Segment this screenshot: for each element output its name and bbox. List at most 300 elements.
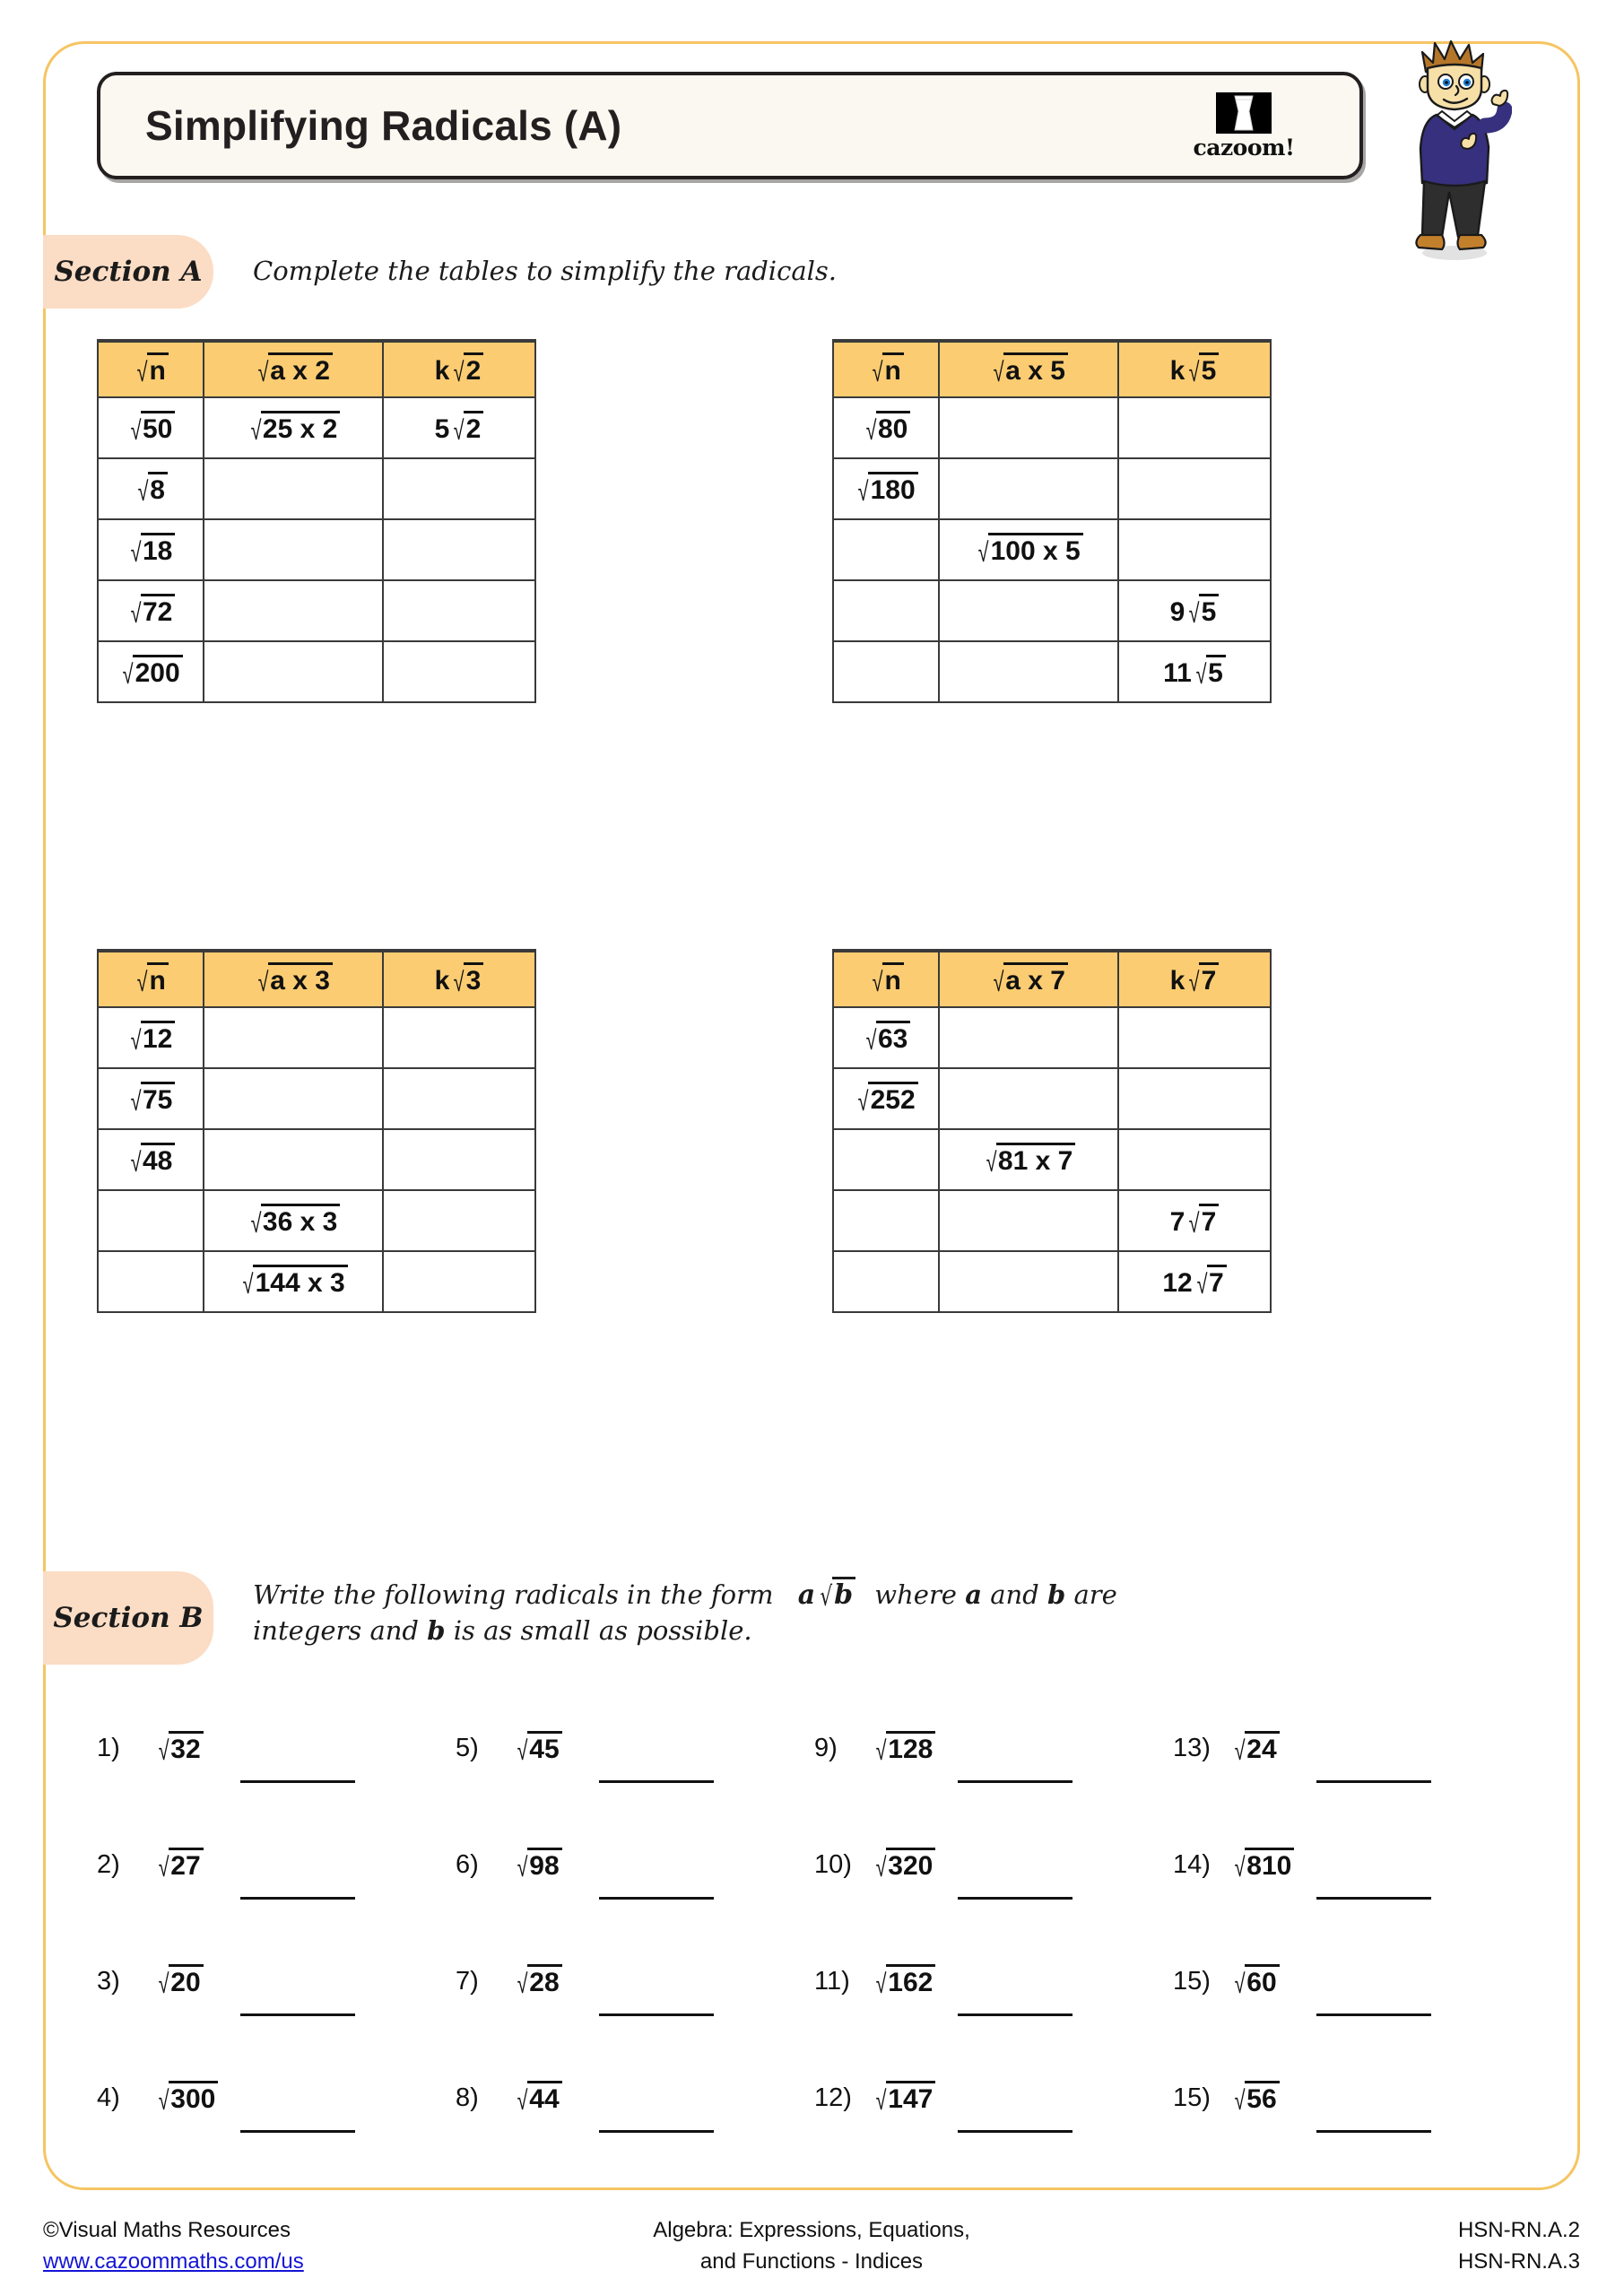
table-root7-r2-c2[interactable] <box>939 1068 1118 1129</box>
question-radical-8-radical-sign: √ <box>517 2085 528 2116</box>
table-root3-r3-c1-radical-radical-sign: √ <box>130 1147 142 1178</box>
table-root2-r5-c1-radical-radical-sign: √ <box>122 659 134 690</box>
table-root7-r4-c3-radical-radical-sign: √ <box>1188 1208 1200 1239</box>
table-root7-r1-c2[interactable] <box>939 1007 1118 1068</box>
table-row <box>833 1129 1271 1190</box>
table-row <box>833 580 1271 641</box>
footer-standards <box>1073 2215 1580 2278</box>
table-root2-r3-c1[interactable] <box>98 519 204 580</box>
question-radical-8-radicand: 44 <box>527 2081 562 2113</box>
instr-var-a: a <box>965 1579 982 1610</box>
table-root2-r1-c1-radical-radical-sign: √ <box>130 415 142 446</box>
table-root7-r5-c3-radical-radical-sign: √ <box>1196 1269 1208 1300</box>
question-item-7 <box>456 1923 814 2039</box>
table-root3-r1-c1-radical-radicand: 12 <box>141 1021 176 1053</box>
table-row <box>98 519 535 580</box>
table-row <box>833 458 1271 519</box>
table-root5-r5-c1[interactable] <box>833 641 939 702</box>
table-row <box>833 641 1271 702</box>
table-root5-r1-c1-radical-radical-sign: √ <box>865 415 877 446</box>
table-row <box>98 458 535 519</box>
table-root2-r5-c2[interactable] <box>204 641 383 702</box>
table-root2 <box>97 339 536 703</box>
table-root5-r5-c3[interactable] <box>1118 641 1271 702</box>
section-a-badge: Section A <box>43 235 213 309</box>
table-root2-r1-c3-radical-radical-sign: √ <box>453 415 465 446</box>
table-root3-r2-c3[interactable] <box>383 1068 535 1129</box>
section-b-banner <box>43 1571 1388 1665</box>
question-radical-9 <box>872 1731 935 1766</box>
question-radical-5-radical-sign: √ <box>517 1735 528 1766</box>
question-item-14 <box>1173 1806 1532 1923</box>
table-root5-r3-c2-radical <box>974 533 1082 568</box>
table-row <box>833 1251 1271 1312</box>
table-root5-header-2-radical-radical-sign: √ <box>993 357 1004 387</box>
table-root7-header-3-radical-coefficient: k <box>1169 966 1185 996</box>
table-root3-r1-c3[interactable] <box>383 1007 535 1068</box>
question-number: 8) <box>456 2083 479 2112</box>
table-root3-header-3-radical-radical-sign: √ <box>453 967 465 997</box>
table-root3-r3-c3[interactable] <box>383 1129 535 1190</box>
question-radical-13-radical-sign: √ <box>1234 1735 1246 1766</box>
table-root7-r1-c1-radical-radicand: 63 <box>876 1021 911 1053</box>
question-item-11 <box>814 1923 1173 2039</box>
footer-standard-1: HSN-RN.A.2 <box>1457 2218 1580 2242</box>
mascot-boy-illustration <box>1395 32 1512 265</box>
answer-blank-line[interactable] <box>599 2130 714 2133</box>
table-root2-r2-c1-radical-radicand: 8 <box>148 472 168 504</box>
question-radical-15 <box>1230 1964 1280 1999</box>
table-root3-header-3-radical-coefficient: k <box>434 966 450 996</box>
table-root7-r5-c3-radical-coefficient: 12 <box>1162 1268 1193 1298</box>
answer-blank-line[interactable] <box>1316 1780 1431 1783</box>
table-root2-r1-c1-radical <box>126 411 176 446</box>
table-header-row <box>833 341 1271 397</box>
instr-var-b: b <box>1046 1579 1066 1610</box>
table-root2-header-1-radical-radical-sign: √ <box>136 357 148 387</box>
cazoom-wordmark: cazoom! <box>1193 135 1295 161</box>
question-item-9 <box>814 1690 1173 1806</box>
question-radical-3-radicand: 20 <box>169 1964 204 1996</box>
table-root7-r2-c1-radical-radicand: 252 <box>868 1082 917 1114</box>
table-root3-r1-c1-radical-radical-sign: √ <box>130 1025 142 1056</box>
table-root2-r5-c1-radical-radicand: 200 <box>133 655 182 687</box>
table-root2-r4-c1-radical-radicand: 72 <box>141 594 176 626</box>
table-root2-header-2-radical <box>254 352 333 385</box>
table-root2-header-3-radical-coefficient: k <box>434 356 450 386</box>
footer-subject-line1: Algebra: Expressions, Equations, <box>653 2218 970 2242</box>
table-root7-header-2 <box>939 951 1118 1007</box>
table-root3 <box>97 949 536 1313</box>
table-root7-r3-c2-radical-radical-sign: √ <box>986 1147 997 1178</box>
table-root7-header-2-radical <box>989 962 1068 995</box>
question-radical-3-radical-sign: √ <box>158 1969 169 1999</box>
table-root5-header-2-radical <box>989 352 1068 385</box>
table-root7-r5-c2[interactable] <box>939 1251 1118 1312</box>
answer-blank-line[interactable] <box>240 2013 355 2016</box>
table-root2-r4-c2[interactable] <box>204 580 383 641</box>
table-root3-r1-c1[interactable] <box>98 1007 204 1068</box>
table-root7 <box>832 949 1272 1313</box>
question-radical-11-radical-sign: √ <box>875 1969 887 1999</box>
instr-text-and: and <box>981 1579 1047 1610</box>
table-root7-r4-c3[interactable] <box>1118 1190 1271 1251</box>
table-root2-r3-c1-radical-radical-sign: √ <box>130 537 142 568</box>
question-radical-4 <box>154 2081 218 2116</box>
footer-website-link[interactable]: www.cazoommaths.com/us <box>43 2248 304 2274</box>
table-root2-r1-c3[interactable] <box>383 397 535 458</box>
table-root2-header-1 <box>98 341 204 397</box>
table-root3-header-1-radical-radicand: n <box>147 962 169 995</box>
table-root3-r3-c1[interactable] <box>98 1129 204 1190</box>
table-root7-r4-c3-radical-coefficient: 7 <box>1169 1207 1185 1237</box>
question-radical-11-radicand: 162 <box>886 1964 935 1996</box>
question-number: 14) <box>1173 1849 1211 1879</box>
table-row <box>98 1129 535 1190</box>
table-row <box>833 397 1271 458</box>
table-root2-r4-c1-radical-radical-sign: √ <box>130 598 142 629</box>
question-radical-1-radical-sign: √ <box>158 1735 169 1766</box>
table-root2-r2-c1-radical <box>134 472 168 507</box>
table-root3-r4-c2-radical-radical-sign: √ <box>250 1208 262 1239</box>
table-root2-r5-c1-radical <box>118 655 182 690</box>
question-radical-11 <box>872 1964 935 1999</box>
answer-blank-line[interactable] <box>240 1780 355 1783</box>
table-root3-r5-c1[interactable] <box>98 1251 204 1312</box>
question-radical-10-radical-sign: √ <box>875 1852 887 1883</box>
question-number: 5) <box>456 1733 479 1762</box>
question-number: 10) <box>814 1849 852 1879</box>
table-root3-r2-c1[interactable] <box>98 1068 204 1129</box>
question-radical-7-radicand: 28 <box>527 1964 562 1996</box>
table-header-row <box>98 341 535 397</box>
table-root7-r3-c2-radical <box>982 1143 1076 1178</box>
table-root2-r1-c2[interactable] <box>204 397 383 458</box>
table-row <box>833 1068 1271 1129</box>
question-radical-12-radicand: 147 <box>886 2081 935 2113</box>
table-root7-r5-c1[interactable] <box>833 1251 939 1312</box>
table-root3-r5-c2[interactable] <box>204 1251 383 1312</box>
table-root3-header-2-radical <box>254 962 333 995</box>
table-root2-r4-c1[interactable] <box>98 580 204 641</box>
table-root7-r5-c3-radical-radicand: 7 <box>1207 1265 1227 1297</box>
table-root7-header-3 <box>1118 951 1271 1007</box>
table-root3-r3-c1-radical <box>126 1143 176 1178</box>
table-root3-r5-c3[interactable] <box>383 1251 535 1312</box>
table-root7-header-3-radical <box>1170 962 1220 995</box>
table-root5-r5-c3-radical <box>1163 655 1226 690</box>
table-root3-header-1 <box>98 951 204 1007</box>
question-radical-15 <box>1230 2081 1280 2116</box>
table-root5-r1-c1[interactable] <box>833 397 939 458</box>
table-root5-r1-c2[interactable] <box>939 397 1118 458</box>
table-root7-r1-c1-radical <box>862 1021 911 1056</box>
table-row <box>833 519 1271 580</box>
table-root3-header-2-radical-radical-sign: √ <box>257 967 269 997</box>
table-root3-r2-c2[interactable] <box>204 1068 383 1129</box>
question-item-5 <box>456 1690 814 1806</box>
table-header-row <box>98 951 535 1007</box>
table-root2-header-1-radical <box>133 352 169 385</box>
question-radical-14-radical-sign: √ <box>1234 1852 1246 1883</box>
cazoom-logo <box>1168 91 1320 161</box>
answer-blank-line[interactable] <box>240 2130 355 2133</box>
table-root2-header-3-radical <box>435 352 484 385</box>
table-root5-r1-c1-radical <box>862 411 911 446</box>
table-root2-header-2 <box>204 341 383 397</box>
table-root5-header-3-radical-coefficient: k <box>1169 356 1185 386</box>
worksheet-title-box <box>97 72 1363 179</box>
table-row <box>833 1007 1271 1068</box>
section-a-banner <box>43 235 1298 309</box>
answer-blank-line[interactable] <box>958 2130 1073 2133</box>
question-radical-15-radical-sign: √ <box>1234 1969 1246 1999</box>
table-root3-header-2-radical-radicand: a x 3 <box>268 962 333 995</box>
table-root7-header-1-radical-radical-sign: √ <box>872 967 883 997</box>
question-radical-5 <box>513 1731 562 1766</box>
table-row <box>98 580 535 641</box>
table-root7-r4-c1[interactable] <box>833 1190 939 1251</box>
table-root5-r2-c1[interactable] <box>833 458 939 519</box>
question-radical-6-radical-sign: √ <box>517 1852 528 1883</box>
table-root5-r2-c1-radical <box>854 472 917 507</box>
table-root7-r3-c3[interactable] <box>1118 1129 1271 1190</box>
table-root2-header-1-radical-radicand: n <box>147 352 169 385</box>
question-radical-5-radicand: 45 <box>527 1731 562 1763</box>
question-number: 3) <box>97 1966 120 1996</box>
question-radical-13 <box>1230 1731 1280 1766</box>
table-root7-r2-c1-radical <box>854 1082 917 1117</box>
table-root5-r2-c2[interactable] <box>939 458 1118 519</box>
answer-blank-line[interactable] <box>1316 1897 1431 1900</box>
question-item-4 <box>97 2039 456 2156</box>
table-root3-r4-c3[interactable] <box>383 1190 535 1251</box>
question-radical-3 <box>154 1964 204 1999</box>
table-root5-r4-c2[interactable] <box>939 580 1118 641</box>
table-root3-r2-c1-radical <box>126 1082 176 1117</box>
table-root2-header-2-radical-radicand: a x 2 <box>268 352 333 385</box>
footer-subject-line2: and Functions - Indices <box>699 2248 924 2274</box>
table-root5-r1-c3[interactable] <box>1118 397 1271 458</box>
question-item-10 <box>814 1806 1173 1923</box>
table-root5-r2-c1-radical-radical-sign: √ <box>857 476 869 507</box>
page-title: Simplifying Radicals (A) <box>145 102 622 149</box>
question-radical-1 <box>154 1731 204 1766</box>
table-row <box>98 1007 535 1068</box>
table-root5-r2-c1-radical-radicand: 180 <box>868 472 917 504</box>
table-root2-r2-c1[interactable] <box>98 458 204 519</box>
table-root2-r1-c1[interactable] <box>98 397 204 458</box>
question-radical-15-radicand: 56 <box>1245 2081 1280 2113</box>
table-root5-r3-c2-radical-radical-sign: √ <box>977 537 989 568</box>
table-root7-header-1-radical-radicand: n <box>882 962 904 995</box>
question-item-13 <box>1173 1690 1532 1806</box>
table-root7-r1-c1[interactable] <box>833 1007 939 1068</box>
question-item-15 <box>1173 2039 1532 2156</box>
question-item-8 <box>456 2039 814 2156</box>
table-root7-header-3-radical-radical-sign: √ <box>1188 967 1200 997</box>
section-b-instruction-line2 <box>253 1615 752 1646</box>
question-number: 2) <box>97 1849 120 1879</box>
instr-text-4: integers and <box>253 1615 428 1647</box>
table-root7-r5-c3[interactable] <box>1118 1251 1271 1312</box>
footer-standard-2: HSN-RN.A.3 <box>1457 2248 1580 2274</box>
table-root7-r4-c2[interactable] <box>939 1190 1118 1251</box>
table-root5-r4-c3-radical <box>1169 594 1220 629</box>
answer-blank-line[interactable] <box>599 2013 714 2016</box>
table-root3-r2-c1-radical-radicand: 75 <box>141 1082 176 1114</box>
question-item-2 <box>97 1806 456 1923</box>
table-root5-r4-c1[interactable] <box>833 580 939 641</box>
question-number: 12) <box>814 2083 852 2112</box>
table-header-row <box>833 951 1271 1007</box>
table-root2-r5-c1[interactable] <box>98 641 204 702</box>
table-root7-r2-c1[interactable] <box>833 1068 939 1129</box>
table-root5-r3-c2[interactable] <box>939 519 1118 580</box>
table-root2-r4-c1-radical <box>126 594 176 629</box>
table-root5-r4-c3-radical-radical-sign: √ <box>1188 598 1200 629</box>
table-root2-r4-c3[interactable] <box>383 580 535 641</box>
question-number: 7) <box>456 1966 479 1996</box>
question-radical-2 <box>154 1848 204 1883</box>
table-root5-r5-c2[interactable] <box>939 641 1118 702</box>
question-radical-2-radicand: 27 <box>169 1848 204 1880</box>
table-root5-r4-c3[interactable] <box>1118 580 1271 641</box>
table-root3-r4-c2-radical-radicand: 36 x 3 <box>261 1204 341 1236</box>
question-radical-12 <box>872 2081 935 2116</box>
table-root2-r3-c1-radical-radicand: 18 <box>141 533 176 565</box>
instr-text-1: Write the following radicals in the form <box>253 1579 774 1610</box>
table-root3-r3-c2[interactable] <box>204 1129 383 1190</box>
question-radical-7 <box>513 1964 562 1999</box>
table-root5-r4-c3-radical-radicand: 5 <box>1199 594 1219 626</box>
footer-subject <box>551 2215 1073 2278</box>
table-root3-header-1-radical-radical-sign: √ <box>136 967 148 997</box>
table-root7-r2-c1-radical-radical-sign: √ <box>857 1086 869 1117</box>
question-radical-6 <box>513 1848 562 1883</box>
table-row <box>98 641 535 702</box>
question-radical-9-radicand: 128 <box>886 1731 935 1763</box>
table-root5-r2-c3[interactable] <box>1118 458 1271 519</box>
table-root7-r3-c2[interactable] <box>939 1129 1118 1190</box>
table-row <box>833 1190 1271 1251</box>
table-root5-header-1-radical-radical-sign: √ <box>872 357 883 387</box>
question-radical-10 <box>872 1848 935 1883</box>
question-radical-9-radical-sign: √ <box>875 1735 887 1766</box>
table-root3-r1-c2[interactable] <box>204 1007 383 1068</box>
question-number: 1) <box>97 1733 120 1762</box>
question-radical-15-radical-sign: √ <box>1234 2085 1246 2116</box>
table-root2-r3-c2[interactable] <box>204 519 383 580</box>
cazoom-hourglass-icon <box>1216 92 1272 134</box>
instr-text-2: where <box>874 1579 966 1610</box>
answer-blank-line[interactable] <box>1316 2013 1431 2016</box>
table-root3-header-2 <box>204 951 383 1007</box>
table-root5 <box>832 339 1272 703</box>
answer-blank-line[interactable] <box>1316 2130 1431 2133</box>
question-item-1 <box>97 1690 456 1806</box>
table-root5-header-2 <box>939 341 1118 397</box>
table-root5-header-2-radical-radicand: a x 5 <box>1003 352 1068 385</box>
table-root2-r5-c3[interactable] <box>383 641 535 702</box>
answer-blank-line[interactable] <box>958 1780 1073 1783</box>
footer-copyright: ©Visual Maths Resources <box>43 2218 291 2242</box>
table-root3-r2-c1-radical-radical-sign: √ <box>130 1086 142 1117</box>
table-root5-header-1 <box>833 341 939 397</box>
table-root3-header-3 <box>383 951 535 1007</box>
table-root3-r4-c2[interactable] <box>204 1190 383 1251</box>
table-root3-header-3-radical-radicand: 3 <box>464 962 483 995</box>
table-root5-r3-c2-radical-radicand: 100 x 5 <box>988 533 1082 565</box>
question-radical-13-radicand: 24 <box>1245 1731 1280 1763</box>
answer-blank-line[interactable] <box>599 1897 714 1900</box>
answer-blank-line[interactable] <box>958 2013 1073 2016</box>
table-root2-r2-c3[interactable] <box>383 458 535 519</box>
form-radical-ab: a √ b <box>798 1577 855 1609</box>
question-number: 4) <box>97 2083 120 2112</box>
section-b-badge: Section B <box>43 1571 213 1665</box>
table-root5-r3-c1[interactable] <box>833 519 939 580</box>
table-root7-r3-c1[interactable] <box>833 1129 939 1190</box>
table-row <box>98 1190 535 1251</box>
question-number: 6) <box>456 1849 479 1879</box>
answer-blank-line[interactable] <box>240 1897 355 1900</box>
question-radical-7-radical-sign: √ <box>517 1969 528 1999</box>
answer-blank-line[interactable] <box>599 1780 714 1783</box>
table-root2-r1-c3-radical <box>434 411 484 446</box>
question-radical-14 <box>1230 1848 1294 1883</box>
table-root5-r1-c1-radical-radicand: 80 <box>876 411 911 443</box>
table-root3-r4-c1[interactable] <box>98 1190 204 1251</box>
question-item-6 <box>456 1806 814 1923</box>
question-radical-10-radicand: 320 <box>886 1848 935 1880</box>
table-root2-header-3-radical-radical-sign: √ <box>453 357 465 387</box>
answer-blank-line[interactable] <box>958 1897 1073 1900</box>
table-root3-r4-c2-radical <box>247 1204 341 1239</box>
table-root3-r1-c1-radical <box>126 1021 176 1056</box>
question-radical-12-radical-sign: √ <box>875 2085 887 2116</box>
table-root7-r3-c2-radical-radicand: 81 x 7 <box>996 1143 1076 1175</box>
table-row <box>98 1251 535 1312</box>
table-root2-r1-c3-radical-radicand: 2 <box>464 411 483 443</box>
table-root2-header-2-radical-radical-sign: √ <box>257 357 269 387</box>
table-root3-r5-c2-radical-radical-sign: √ <box>242 1269 254 1300</box>
table-root2-r3-c3[interactable] <box>383 519 535 580</box>
table-root7-header-2-radical-radical-sign: √ <box>993 967 1004 997</box>
table-root7-r4-c3-radical <box>1169 1204 1220 1239</box>
question-radical-2-radical-sign: √ <box>158 1852 169 1883</box>
question-radical-8 <box>513 2081 562 2116</box>
table-root3-r3-c1-radical-radicand: 48 <box>141 1143 176 1175</box>
table-root7-r4-c3-radical-radicand: 7 <box>1199 1204 1219 1236</box>
table-root2-r1-c1-radical-radicand: 50 <box>141 411 176 443</box>
instr-text-3: are <box>1065 1579 1117 1610</box>
table-row <box>98 397 535 458</box>
table-root2-r1-c2-radical-radicand: 25 x 2 <box>261 411 341 443</box>
instr-text-5: is as small as possible. <box>445 1615 752 1647</box>
section-a-instruction: Complete the tables to simplify the radicals. <box>253 256 837 286</box>
question-item-3 <box>97 1923 456 2039</box>
table-root7-r1-c3[interactable] <box>1118 1007 1271 1068</box>
question-item-12 <box>814 2039 1173 2156</box>
table-root7-r1-c1-radical-radical-sign: √ <box>865 1025 877 1056</box>
table-root2-r1-c2-radical-radical-sign: √ <box>250 415 262 446</box>
table-root5-r5-c3-radical-coefficient: 11 <box>1163 658 1192 688</box>
table-root7-r2-c3[interactable] <box>1118 1068 1271 1129</box>
section-b-instruction <box>253 1577 1117 1648</box>
table-root5-r3-c3[interactable] <box>1118 519 1271 580</box>
table-root2-r2-c2[interactable] <box>204 458 383 519</box>
